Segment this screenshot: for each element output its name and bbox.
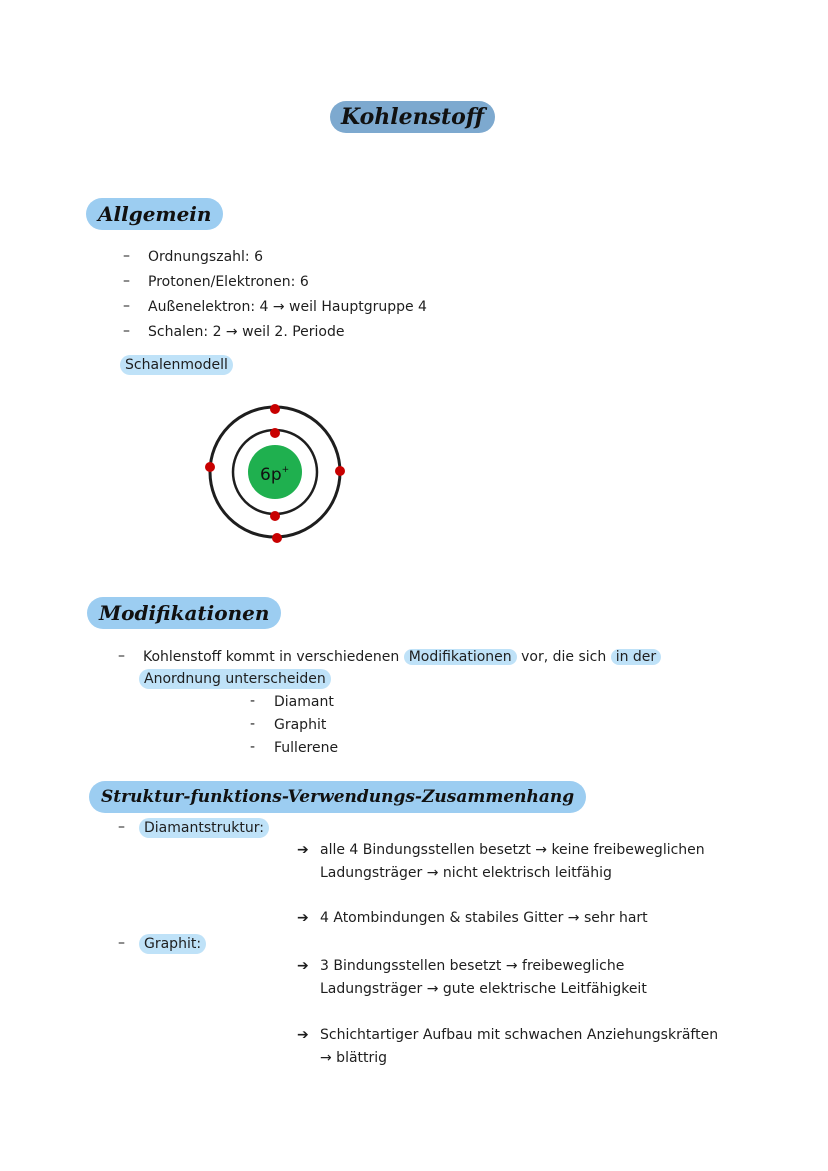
dash-bullet: -	[250, 739, 256, 755]
sentence-text: Kohlenstoff kommt in verschiedenen	[143, 649, 404, 665]
dash-bullet: -	[250, 693, 256, 709]
dash-bullet: –	[123, 323, 130, 339]
section-heading-modifikationen: Modifikationen	[87, 597, 281, 629]
dash-bullet: –	[118, 819, 125, 835]
list-item: Graphit	[274, 717, 327, 733]
shell-model-diagram	[200, 400, 350, 550]
dash-bullet: -	[250, 716, 256, 732]
sentence-text: vor, die sich	[516, 649, 611, 665]
electron	[205, 462, 215, 472]
list-item-text: Protonen/Elektronen: 6	[148, 274, 309, 290]
arrow-icon: ➔	[297, 1027, 309, 1043]
electron	[335, 466, 345, 476]
electron	[270, 511, 280, 521]
point-text: alle 4 Bindungsstellen besetzt → keine freibeweglichen	[320, 842, 705, 858]
point-text: 3 Bindungsstellen besetzt → freibewegliche	[320, 958, 625, 974]
highlight-anordnung: Anordnung unterscheiden	[139, 669, 331, 689]
electron	[270, 404, 280, 414]
section-heading-zusammenhang: Struktur-funktions-Verwendungs-Zusammenhang	[89, 781, 586, 813]
list-item-text: Außenelektron: 4 → weil Hauptgruppe 4	[148, 299, 427, 315]
dash-bullet: –	[123, 273, 130, 289]
nucleus-label: 6p+	[260, 465, 290, 485]
arrow-icon: ➔	[297, 910, 309, 926]
electron	[270, 428, 280, 438]
page-title: Kohlenstoff	[330, 101, 495, 133]
dash-bullet: –	[123, 298, 130, 314]
list-item-text: Schalen: 2 → weil 2. Periode	[148, 324, 345, 340]
point-text: Ladungsträger → nicht elektrisch leitfähig	[320, 865, 612, 881]
graphit-label: Graphit:	[139, 934, 206, 954]
highlight-in-der: in der	[611, 649, 661, 665]
electron	[272, 533, 282, 543]
modifikationen-sentence	[143, 647, 661, 667]
dash-bullet: –	[123, 248, 130, 264]
arrow-icon: ➔	[297, 958, 309, 974]
dash-bullet: –	[118, 648, 125, 664]
schalenmodell-label: Schalenmodell	[120, 355, 233, 375]
arrow-icon: ➔	[297, 842, 309, 858]
section-heading-allgemein: Allgemein	[86, 198, 223, 230]
dash-bullet: –	[118, 935, 125, 951]
highlight-modifikationen: Modifikationen	[404, 649, 517, 665]
point-text: Ladungsträger → gute elektrische Leitfähigkeit	[320, 981, 647, 997]
diamant-label: Diamantstruktur:	[139, 818, 269, 838]
point-text: Schichtartiger Aufbau mit schwachen Anziehungskräften	[320, 1027, 719, 1043]
list-item: Fullerene	[274, 740, 339, 756]
list-item: Diamant	[274, 694, 334, 710]
point-text: 4 Atombindungen & stabiles Gitter → sehr hart	[320, 910, 648, 926]
list-item-text: Ordnungszahl: 6	[148, 249, 263, 265]
point-text: → blättrig	[320, 1050, 388, 1066]
